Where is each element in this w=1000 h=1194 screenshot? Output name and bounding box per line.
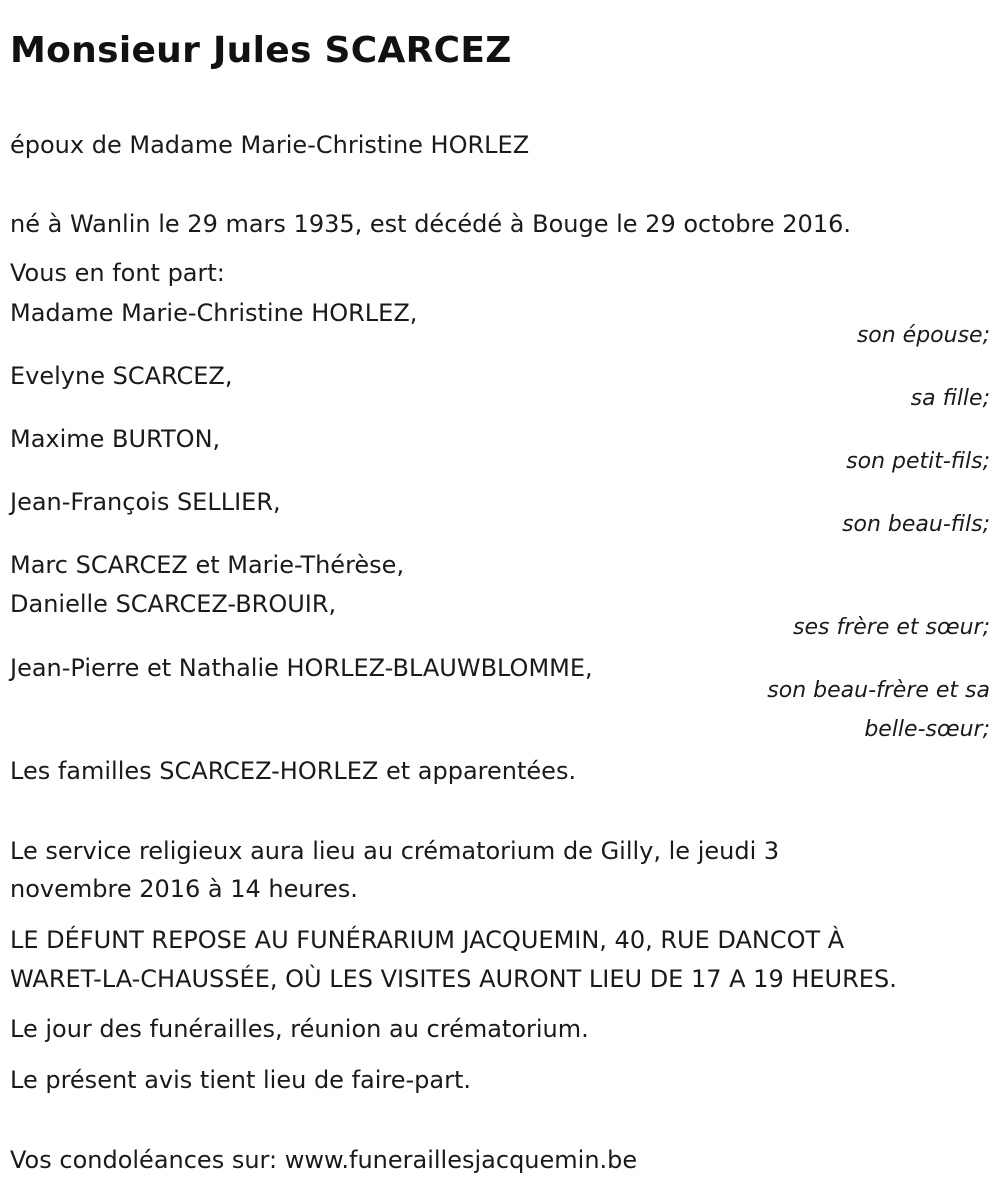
page-title: Monsieur Jules SCARCEZ [10,30,512,71]
family-relation-spouse: son épouse; [856,323,990,348]
family-relation-son-in-law: son beau-fils; [842,512,990,537]
condolences-line: Vos condoléances sur: www.funeraillesjacquemin.be [10,1146,638,1174]
service-line-1: Le service religieux aura lieu au crématorium de Gilly, le jeudi 3 [10,837,780,865]
family-relation-siblings: ses frère et sœur; [793,615,990,640]
spouse-line: époux de Madame Marie-Christine HORLEZ [10,131,530,159]
family-name-daughter: Evelyne SCARCEZ, [10,362,233,390]
family-relation-grandson: son petit-fils; [846,449,990,474]
family-name-sister: Danielle SCARCEZ-BROUIR, [10,590,337,618]
family-relation-daughter: sa fille; [910,386,990,411]
family-name-son-in-law: Jean-François SELLIER, [10,488,281,516]
announce-intro: Vous en font part: [10,259,225,287]
family-name-grandson: Maxime BURTON, [10,425,221,453]
family-name-in-laws: Jean-Pierre et Nathalie HORLEZ-BLAUWBLOMME, [10,654,593,682]
funeral-day-line: Le jour des funérailles, réunion au crématorium. [10,1015,589,1043]
family-relation-in-laws: son beau-frère et sa [767,678,990,703]
repose-line-1: LE DÉFUNT REPOSE AU FUNÉRARIUM JACQUEMIN, 40, RUE DANCOT À [10,926,845,954]
notice-line: Le présent avis tient lieu de faire-part. [10,1066,472,1094]
repose-line-2: WARET-LA-CHAUSSÉE, OÙ LES VISITES AURONT LIEU DE 17 A 19 HEURES. [10,965,897,993]
service-line-2: novembre 2016 à 14 heures. [10,875,358,903]
birth-death-line: né à Wanlin le 29 mars 1935, est décédé à Bouge le 29 octobre 2016. [10,210,851,238]
family-relation-in-laws-cont: belle-sœur; [864,717,990,742]
family-name-brother: Marc SCARCEZ et Marie-Thérèse, [10,551,405,579]
families-line: Les familles SCARCEZ-HORLEZ et apparentées. [10,757,577,785]
family-name-spouse: Madame Marie-Christine HORLEZ, [10,299,418,327]
